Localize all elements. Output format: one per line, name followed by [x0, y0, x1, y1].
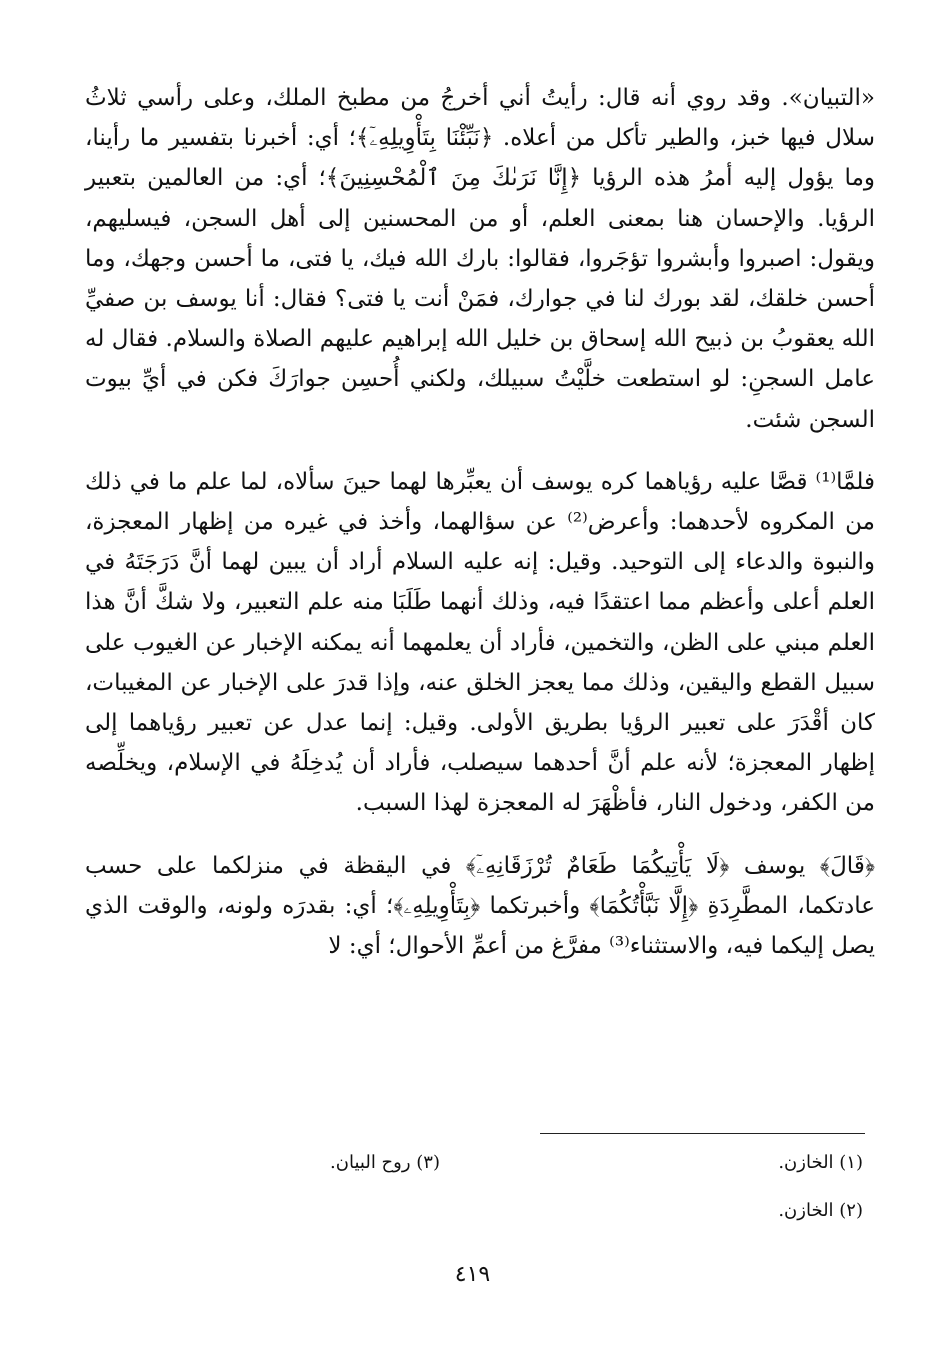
paragraph: «التبيان». وقد روي أنه قال: رأيتُ أني أخرجُ من مطبخ الملك، وعلى رأسي ثلاثُ سلال فيها خبز، والطير تأكل من أعلاه. ﴿نَبِّئْنَا بِتَأْوِيلِهِۦٓ﴾؛ أي: أخبرنا بتفسير ما رأينا، وما يؤول إليه أمرُ هذه الرؤيا ﴿إِنَّا نَرَىٰكَ مِنَ ٱلْمُحْسِنِينَ﴾؛ أي: من العالمين بتعبير الرؤيا. والإحسان هنا بمعنى العلم، أو من المحسنين إلى أهل السجن، فيسليهم، ويقول: اصبروا وأبشروا تؤجَروا، فقالوا: بارك الله فيك، يا فتى، ما أحسن وجهك، وما أحسن خلقك، لقد بورك لنا في جوارك، فمَنْ أنت يا فتى؟ فقال: أنا يوسف بن صفيِّ الله يعقوبُ بن ذبيح الله إسحاق بن خليل الله إبراهيم عليهم الصلاة والسلام. فقال له عامل السجنِ: لو استطعت خلَّيْتُ سبيلك، ولكني أُحسِن جوارَكَ فكن في أيِّ بيوت السجن شئت. — [85, 85, 875, 433]
footnote-2: (٢) الخازن. — [778, 1200, 863, 1221]
footnote-divider — [540, 1133, 865, 1134]
paragraph: فلمَّا⁽¹⁾ قصَّا عليه رؤياهما كره يوسف أن يعبِّرها لهما حينَ سألاه، لما علم ما في ذلك من المكروه لأحدهما: وأعرض⁽²⁾ عن سؤالهما، وأخذ في غيره من إظهار المعجزة، والنبوة والدعاء إلى التوحيد. وقيل: إنه عليه السلام أراد أن يبين لهما أنَّ دَرَجَتَهُ في العلم أعلى وأعظم مما اعتقدًا فيه، وذلك أنهما طَلَبَا منه علم التعبير، ولا شكَّ أنَّ هذا العلم مبني على الظن، والتخمين، فأراد أن يعلمهما أنه يمكنه الإخبار عن الغيوب على سبيل القطع واليقين، وذلك مما يعجز الخلق عنه، وإذا قدرَ على الإخبار عن المغيبات، كان أقْدَرَ على تعبير الرؤيا بطريق الأولى. وقيل: إنما عدل عن تعبير رؤياهما إلى إظهار المعجزة؛ لأنه علم أنَّ أحدهما سيصلب، فأراد أن يُدخِلَهُ في الإسلام، ويخلِّصه من الكفر، ودخول النار، فأظْهَرَ له المعجزة لهذا السبب. — [85, 468, 875, 817]
page-body — [85, 78, 875, 966]
paragraph: ﴿قَالَ﴾ يوسف ﴿لَا يَأْتِيكُمَا طَعَامٌ تُرْزَقَانِهِۦٓ﴾ في اليقظة في منزلكما على حسب عادتكما، المطَّرِدَةِ ﴿إِلَّا نَبَّأْتُكُمَا﴾ وأخبرتكما ﴿بِتَأْوِيلِهِۦ﴾؛ أي: بقدرَه ولونه، والوقت الذي يصل إليكما فيه، والاستثناء⁽³⁾ مفرَّغ من أعمِّ الأحوال؛ أي: لا — [85, 852, 875, 960]
page-number: ٤١٩ — [454, 1262, 491, 1287]
footnote-3: (٣) روح البيان. — [330, 1152, 440, 1173]
footnote-1: (١) الخازن. — [778, 1152, 863, 1173]
